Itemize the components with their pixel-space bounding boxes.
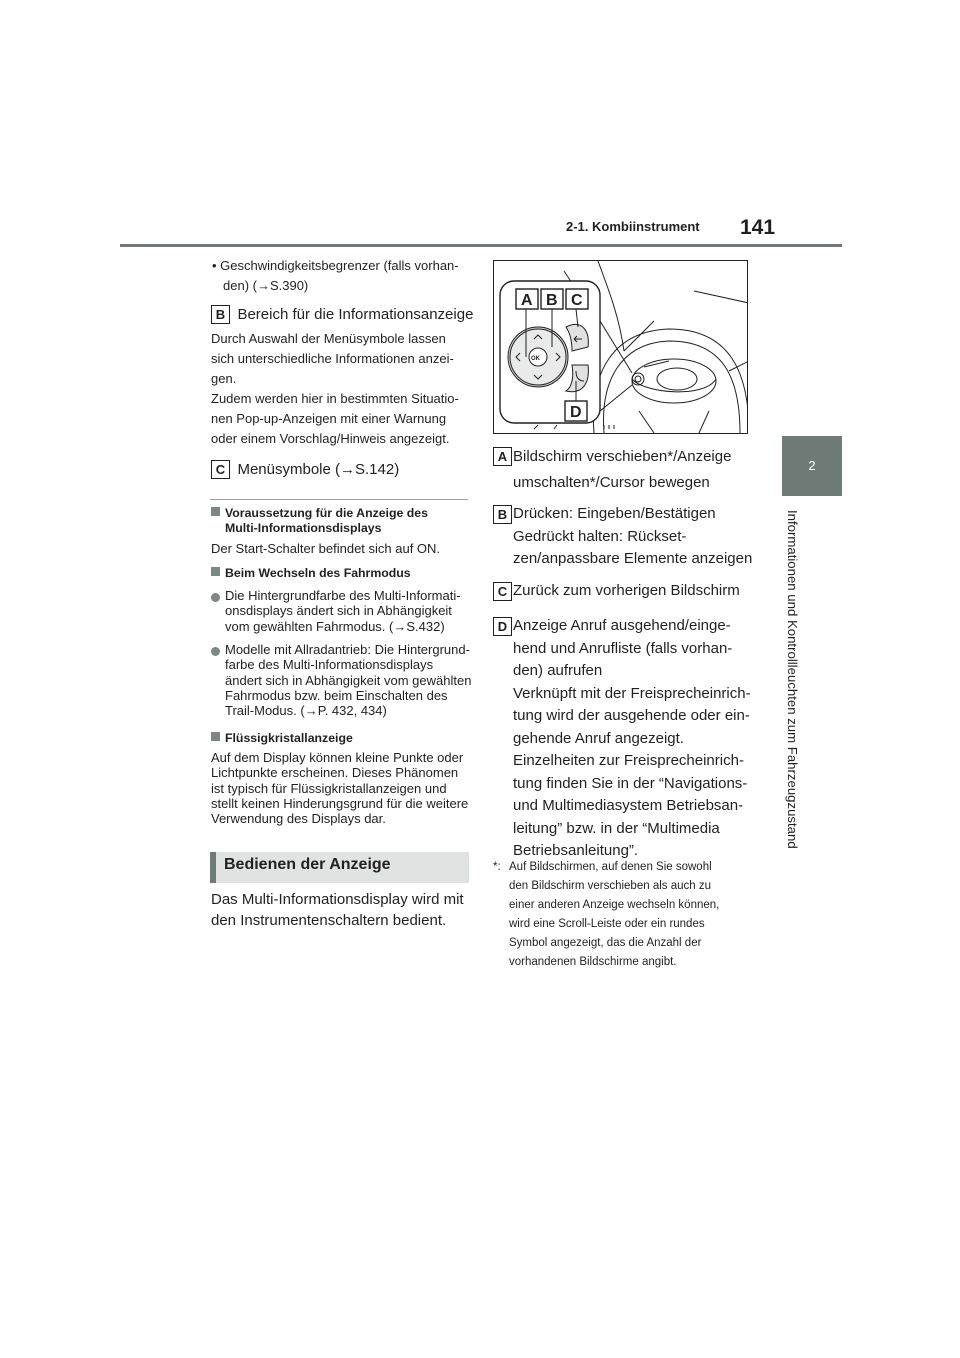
item-d-l11: Betriebsanleitung”. xyxy=(513,842,639,859)
item-d-l5: tung wird der ausgehende oder ein- xyxy=(513,707,750,724)
note3-text xyxy=(211,750,468,826)
badge-c-right: C xyxy=(493,582,512,601)
note3-heading-text: Flüssigkristallanzeige xyxy=(225,731,353,745)
item-d-l2: hend und Anrufliste (falls vorhan- xyxy=(513,639,733,657)
item-b-para2-l2: nen Pop-up-Anzeigen mit einer Warnung xyxy=(211,411,447,426)
footnote-l1: Auf Bildschirmen, auf denen Sie sowohl xyxy=(509,861,712,873)
item-b-right xyxy=(493,503,758,571)
callout-d-label: D xyxy=(570,404,582,421)
note2-b1-l1: Die Hintergrundfarbe des Multi-Informati- xyxy=(225,588,461,603)
note3-l2: Lichtpunkte erscheinen. Dieses Phänomen xyxy=(211,765,459,781)
intro-l2: den Instrumentenschaltern bedient. xyxy=(211,912,447,929)
item-d-l3: den) aufrufen xyxy=(513,662,603,679)
note3-l1: Auf dem Display können kleine Punkte oder xyxy=(211,750,464,765)
note2-b2-l4: Fahrmodus bzw. beim Einschalten des xyxy=(225,687,448,703)
steering-switch-figure xyxy=(493,260,748,434)
item-d-l1: Anzeige Anruf ausgehend/einge- xyxy=(513,617,731,634)
item-b-para1-l3: gen. xyxy=(211,371,237,386)
footnote-mark: *: xyxy=(493,861,501,873)
badge-b-right: B xyxy=(493,505,512,524)
chapter-label-text: Informationen und Kontrollleuchten zum Fahrzeugzustand xyxy=(785,510,800,849)
item-a xyxy=(493,445,753,495)
page-number: 141 xyxy=(740,216,776,239)
item-b-para2-l1: Zudem werden hier in bestimmten Situatio- xyxy=(211,391,459,406)
note2-b1-l2: onsdisplays ändert sich in Abhängigkeit xyxy=(225,603,452,619)
item-d-l9: und Multimediasystem Betriebsan- xyxy=(513,797,744,814)
square-bullet-icon xyxy=(211,507,220,516)
header-rule xyxy=(120,244,842,247)
item-b-title: Bereich für die Informationsanzeige xyxy=(237,306,474,323)
item-c-heading xyxy=(211,458,399,481)
item-a-l1: Bildschirm verschieben*/Anzeige xyxy=(513,448,732,465)
section-title: 2-1. Kombiinstrument xyxy=(566,219,700,234)
note2-b2-l3: ändert sich in Abhängigkeit vom gewählten xyxy=(225,672,472,688)
note3-l4: stellt keinen Hinderungsgrund für die weitere xyxy=(211,795,469,811)
item-d-l6: gehende Anruf angezeigt. xyxy=(513,729,684,747)
item-d-l7: Einzelheiten zur Freisprecheinrich- xyxy=(513,752,744,769)
steering-wheel-illustration xyxy=(494,261,748,434)
badge-d-right: D xyxy=(493,617,512,636)
item-d-right xyxy=(493,615,758,863)
note1-text: Der Start-Schalter befindet sich auf ON. xyxy=(211,541,441,556)
note1-heading-l2: Multi-Informationsdisplays xyxy=(225,520,382,535)
note2-b2-l2: farbe des Multi-Informationsdisplays xyxy=(225,657,434,673)
badge-b: B xyxy=(211,305,230,324)
item-b-para2-l3: oder einem Vorschlag/Hinweis angezeigt. xyxy=(211,431,450,446)
note3-l5: Verwendung des Displays dar. xyxy=(211,811,386,827)
banner-title: Bedienen der Anzeige xyxy=(224,856,391,873)
note3-l3: ist typisch für Flüssigkristallanzeigen und xyxy=(211,780,447,796)
square-bullet-icon xyxy=(211,732,220,741)
chapter-tab: 2 xyxy=(782,436,842,496)
callout-b-label: B xyxy=(546,292,558,309)
item-b-right-l2: Gedrückt halten: Rückset- xyxy=(513,527,687,545)
note3-heading xyxy=(211,731,353,745)
item-b-para1-l1: Durch Auswahl der Menüsymbole lassen xyxy=(211,331,446,346)
footnote-l4: wird eine Scroll-Leiste oder ein rundes xyxy=(509,918,705,930)
footnote xyxy=(493,858,758,972)
callout-a-label: A xyxy=(521,292,533,309)
note2-heading-text: Beim Wechseln des Fahrmodus xyxy=(225,566,411,580)
item-a-l2: umschalten*/Cursor bewegen xyxy=(513,474,710,491)
item-c-right xyxy=(493,580,758,603)
square-bullet-icon xyxy=(211,567,220,576)
callout-c-label: C xyxy=(571,292,583,309)
footnote-l3: einer anderen Anzeige wechseln können, xyxy=(509,899,720,911)
intro-text xyxy=(211,889,464,931)
bullet-intro-line1: • Geschwindigkeitsbegrenzer (falls vorhan- xyxy=(212,258,459,273)
note2-b2-l5: Trail-Modus. (→P. 432, 434) xyxy=(225,703,387,719)
note2-b1-l3: vom gewählten Fahrmodus. (→S.432) xyxy=(225,618,445,634)
chapter-label xyxy=(780,510,808,849)
item-b-heading xyxy=(211,303,473,326)
dot-bullet-icon xyxy=(211,593,220,602)
notes-divider xyxy=(210,499,468,500)
footnote-l2: den Bildschirm verschieben als auch zu xyxy=(509,880,711,892)
item-d-l8: tung finden Sie in der “Navigations- xyxy=(513,774,748,792)
item-d-l4: Verknüpft mit der Freisprecheinrich- xyxy=(513,684,751,702)
badge-c: C xyxy=(211,460,230,479)
dot-bullet-icon xyxy=(211,647,220,656)
note2-b2-l1: Modelle mit Allradantrieb: Die Hintergrund- xyxy=(225,642,470,657)
item-b-para1-l2: sich unterschiedliche Informationen anzei- xyxy=(211,351,454,366)
item-b-right-l1: Drücken: Eingeben/Bestätigen xyxy=(513,505,716,522)
item-c-right-l1: Zurück zum vorherigen Bildschirm xyxy=(513,582,740,599)
footnote-l5: Symbol angezeigt, das die Anzahl der xyxy=(509,937,702,949)
badge-a: A xyxy=(493,447,512,466)
note2-heading xyxy=(211,566,411,580)
item-d-l10: leitung” bzw. in der “Multimedia xyxy=(513,819,720,837)
note1-heading xyxy=(211,506,428,535)
ok-button-label: OK xyxy=(531,356,540,362)
note1-heading-l1: Voraussetzung für die Anzeige des xyxy=(225,506,428,520)
intro-l1: Das Multi-Informationsdisplay wird mit xyxy=(211,891,464,908)
item-c-title: Menüsymbole (→S.142) xyxy=(237,461,400,478)
section-banner xyxy=(210,852,469,883)
footnote-l6: vorhandenen Bildschirme angibt. xyxy=(509,956,677,968)
bullet-intro-line2: den) (→S.390) xyxy=(223,278,309,293)
item-b-right-l3: zen/anpassbare Elemente anzeigen xyxy=(513,550,753,567)
